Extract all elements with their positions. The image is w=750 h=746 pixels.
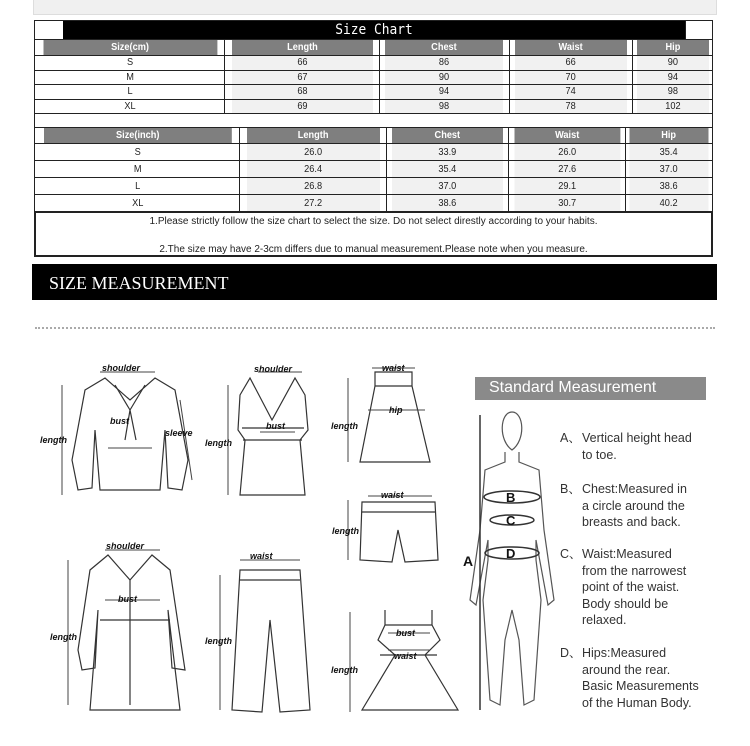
size-chart-title: Size Chart <box>62 21 686 40</box>
measurement-item <box>560 546 720 629</box>
label-waist: waist <box>394 651 417 661</box>
item-text: relaxed. <box>582 613 627 627</box>
size-cell: M <box>42 70 217 85</box>
skirt-drawing <box>360 372 430 462</box>
label-sleeve: sleeve <box>165 428 193 438</box>
body-letter-a: A <box>463 553 474 569</box>
size-cell: S <box>42 56 217 71</box>
body-letter-d: D <box>506 546 516 561</box>
value-cell: 67 <box>231 70 373 85</box>
value-cell: 68 <box>231 85 373 100</box>
label-length: length <box>331 421 358 431</box>
item-text: a circle around the <box>582 498 685 513</box>
item-text: Vertical height head <box>582 431 692 445</box>
label-length: length <box>331 665 358 675</box>
label-shoulder: shoulder <box>102 363 141 373</box>
label-bust: bust <box>110 416 129 426</box>
item-text: Chest:Measured in <box>582 482 687 496</box>
header-cell: Waist <box>514 40 627 56</box>
value-cell: 90 <box>636 56 709 71</box>
header-cell: Size(cm) <box>42 40 217 56</box>
value-cell: 33.9 <box>391 144 504 161</box>
item-text: Body should be <box>582 596 669 611</box>
value-cell: 86 <box>385 56 505 71</box>
measurement-item <box>560 645 720 711</box>
value-cell: 26.4 <box>246 161 381 178</box>
header-cell: Chest <box>385 40 505 56</box>
section-title: SIZE MEASUREMENT <box>32 264 717 300</box>
value-cell: 90 <box>385 70 505 85</box>
standard-measurement-title: Standard Measurement <box>475 377 706 400</box>
item-text: to toe. <box>582 447 617 462</box>
label-waist: waist <box>250 551 273 561</box>
value-cell: 70 <box>514 70 627 85</box>
coat-drawing <box>78 555 185 710</box>
value-cell: 40.2 <box>629 195 709 212</box>
item-text: of the Human Body. <box>582 695 692 710</box>
label-bust: bust <box>266 421 285 431</box>
item-text: around the rear. <box>582 662 671 677</box>
value-cell: 26.0 <box>514 144 621 161</box>
value-cell: 27.2 <box>246 195 381 212</box>
item-key: A、 <box>560 431 581 445</box>
label-hip: hip <box>389 405 403 415</box>
item-key: B、 <box>560 482 581 496</box>
size-cell: XL <box>43 195 232 212</box>
item-text: from the narrowest <box>582 563 687 578</box>
value-cell: 35.4 <box>629 144 709 161</box>
label-waist: waist <box>382 363 405 373</box>
header-cell: Hip <box>629 128 709 144</box>
value-cell: 37.0 <box>391 178 504 195</box>
header-cell: Waist <box>514 128 621 144</box>
tank-top-drawing <box>238 378 308 495</box>
label-shoulder: shoulder <box>254 364 293 374</box>
value-cell: 102 <box>636 99 709 114</box>
note-1: 1.Please strictly follow the size chart to select the size. Do not select direstly according to your habits. <box>149 216 598 227</box>
pants-drawing <box>232 570 310 712</box>
measurement-item <box>560 481 720 531</box>
value-cell: 78 <box>514 99 627 114</box>
label-shoulder: shoulder <box>106 541 145 551</box>
value-cell: 98 <box>385 99 505 114</box>
item-text: Hips:Measured <box>582 646 667 660</box>
body-letter-c: C <box>506 513 516 528</box>
value-cell: 37.0 <box>629 161 709 178</box>
shorts-drawing <box>360 502 438 562</box>
value-cell: 38.6 <box>391 195 504 212</box>
value-cell: 94 <box>385 85 505 100</box>
size-cell: L <box>42 85 217 100</box>
value-cell: 30.7 <box>514 195 621 212</box>
item-text: Waist:Measured <box>582 547 672 561</box>
header-cell: Length <box>246 128 381 144</box>
value-cell: 66 <box>514 56 627 71</box>
label-length: length <box>332 526 359 536</box>
label-bust: bust <box>396 628 415 638</box>
note-2: 2.The size may have 2-3cm differs due to manual measurement.Please note when you measure. <box>159 244 588 255</box>
value-cell: 26.8 <box>246 178 381 195</box>
value-cell: 74 <box>514 85 627 100</box>
label-length: length <box>205 438 232 448</box>
item-text: point of the waist. <box>582 580 680 594</box>
value-cell: 94 <box>636 70 709 85</box>
label-length: length <box>205 636 232 646</box>
value-cell: 69 <box>231 99 373 114</box>
header-cell: Chest <box>391 128 504 144</box>
value-cell: 38.6 <box>629 178 709 195</box>
value-cell: 35.4 <box>391 161 504 178</box>
item-text: breasts and back. <box>582 515 681 529</box>
label-length: length <box>50 632 77 642</box>
item-key: D、 <box>560 646 582 660</box>
value-cell: 98 <box>636 85 709 100</box>
body-letter-b: B <box>506 490 516 505</box>
header-cell: Size(inch) <box>43 128 232 144</box>
size-cell: L <box>43 178 232 195</box>
value-cell: 29.1 <box>514 178 621 195</box>
value-cell: 26.0 <box>246 144 381 161</box>
size-cell: M <box>43 161 232 178</box>
measurement-item <box>560 430 720 463</box>
label-bust: bust <box>118 594 137 604</box>
item-text: Basic Measurements <box>582 679 699 693</box>
item-key: C、 <box>560 547 582 561</box>
header-cell: Hip <box>636 40 709 56</box>
label-waist: waist <box>381 490 404 500</box>
value-cell: 27.6 <box>514 161 621 178</box>
label-length: length <box>40 435 67 445</box>
size-cell: XL <box>42 99 217 114</box>
header-cell: Length <box>231 40 373 56</box>
value-cell: 66 <box>231 56 373 71</box>
size-cell: S <box>43 144 232 161</box>
